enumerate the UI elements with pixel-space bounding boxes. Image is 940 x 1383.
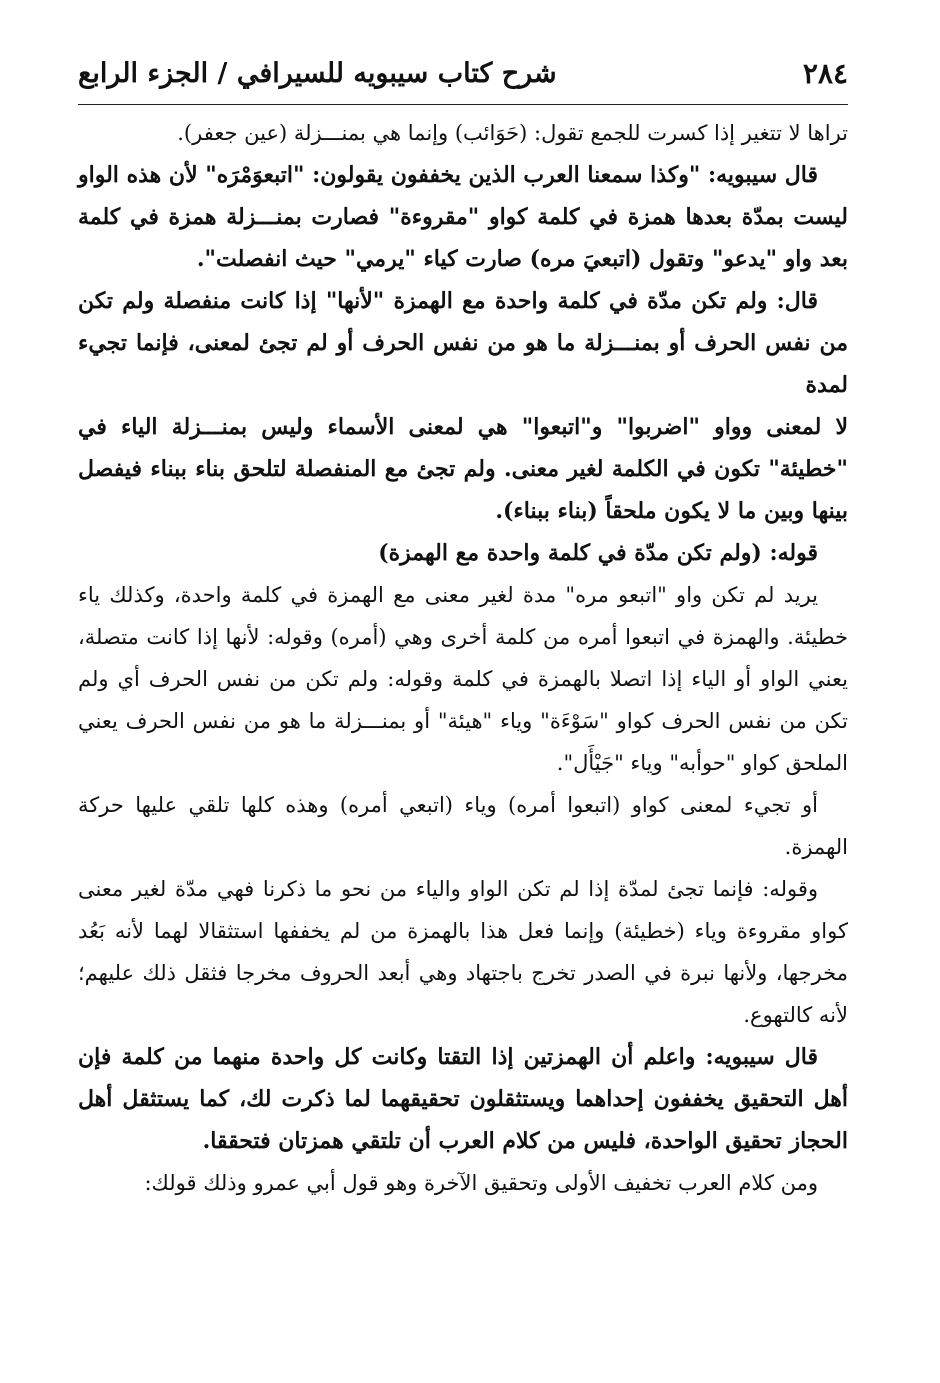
paragraph-4: لا لمعنى وواو "اضربوا" و"اتبعوا" هي لمعنى الأسماء وليس بمنـــزلة الياء في "خطيئة" تكون في الكلمة لغير معنى. ولم تجئ مع المنفصلة لتلحق بناء ببناء فيفصل بينها وبين ما لا يكون ملحقاً (بناء ببناء). xyxy=(78,414,848,524)
paragraph-10: ومن كلام العرب تخفيف الأولى وتحقيق الآخرة وهو قول أبي عمرو وذلك قولك: xyxy=(144,1171,818,1195)
page-body xyxy=(78,112,848,1204)
page-header xyxy=(78,50,848,96)
paragraph-8: وقوله: فإنما تجئ لمدّة إذا لم تكن الواو والياء من نحو ما ذكرنا فهي مدّة لغير معنى كواو مقروءة وياء (خطيئة) وإنما فعل هذا بالهمزة من لم يخففها استثقالا لهما لأنه بَعُد مخرجها، ولأنها نبرة في الصدر تخرج باجتهاد وهي أبعد الحروف مخرجا فثقل ذلك عليهم؛ لأنه كالتهوع. xyxy=(78,877,848,1027)
running-title: شرح كتاب سيبويه للسيرافي / الجزء الرابع xyxy=(78,57,557,89)
paragraph-9: قال سيبويه: واعلم أن الهمزتين إذا التقتا وكانت كل واحدة منهما من كلمة فإن أهل التحقيق يخففون إحداهما ويستثقلون تحقيقهما لما ذكرت لك، كما يستثقل أهل الحجاز تحقيق الواحدة، فليس من كلام العرب أن تلتقي همزتان فتحققا. xyxy=(78,1044,848,1154)
paragraph-3: قال: ولم تكن مدّة في كلمة واحدة مع الهمزة "لأنها" إذا كانت منفصلة ولم تكن من نفس الحرف أو بمنـــزلة ما هو من نفس الحرف أو لم تجئ لمعنى، فإنما تجيء لمدة xyxy=(78,288,848,398)
paragraph-6: يريد لم تكن واو "اتبعو مره" مدة لغير معنى مع الهمزة في كلمة واحدة، وكذلك ياء خطيئة. والهمزة في اتبعوا أمره من كلمة أخرى وهي (أمره) وقوله: لأنها إذا كانت متصلة، يعني الواو أو الياء إذا اتصلا بالهمزة في كلمة وقوله: ولم تكن من نفس الحرف أي ولم تكن من نفس الحرف كواو "سَوْءَة" وياء "هيئة" أو بمنـــزلة ما هو من نفس الحرف يعني الملحق كواو "حوأبه" وياء "جَيْأَل". xyxy=(78,583,848,775)
page-number: ٢٨٤ xyxy=(802,56,848,90)
header-rule xyxy=(78,104,848,105)
paragraph-5: قوله: (ولم تكن مدّة في كلمة واحدة مع الهمزة) xyxy=(378,540,818,566)
paragraph-7: أو تجيء لمعنى كواو (اتبعوا أمره) وياء (اتبعي أمره) وهذه كلها تلقي عليها حركة الهمزة. xyxy=(78,793,848,859)
paragraph-2: قال سيبويه: "وكذا سمعنا العرب الذين يخففون يقولون: "اتبعوَمْرَه" لأن هذه الواو ليست بمدّة بعدها همزة في كلمة كواو "مقروءة" فصارت بمنـــزلة همزة في كلمة بعد واو "يدعو" وتقول (اتبعيَ مره) صارت كياء "يرمي" حيث انفصلت". xyxy=(78,162,848,272)
paragraph-1: تراها لا تتغير إذا كسرت للجمع تقول: (حَوَائب) وإنما هي بمنـــزلة (عين جعفر). xyxy=(177,121,848,145)
